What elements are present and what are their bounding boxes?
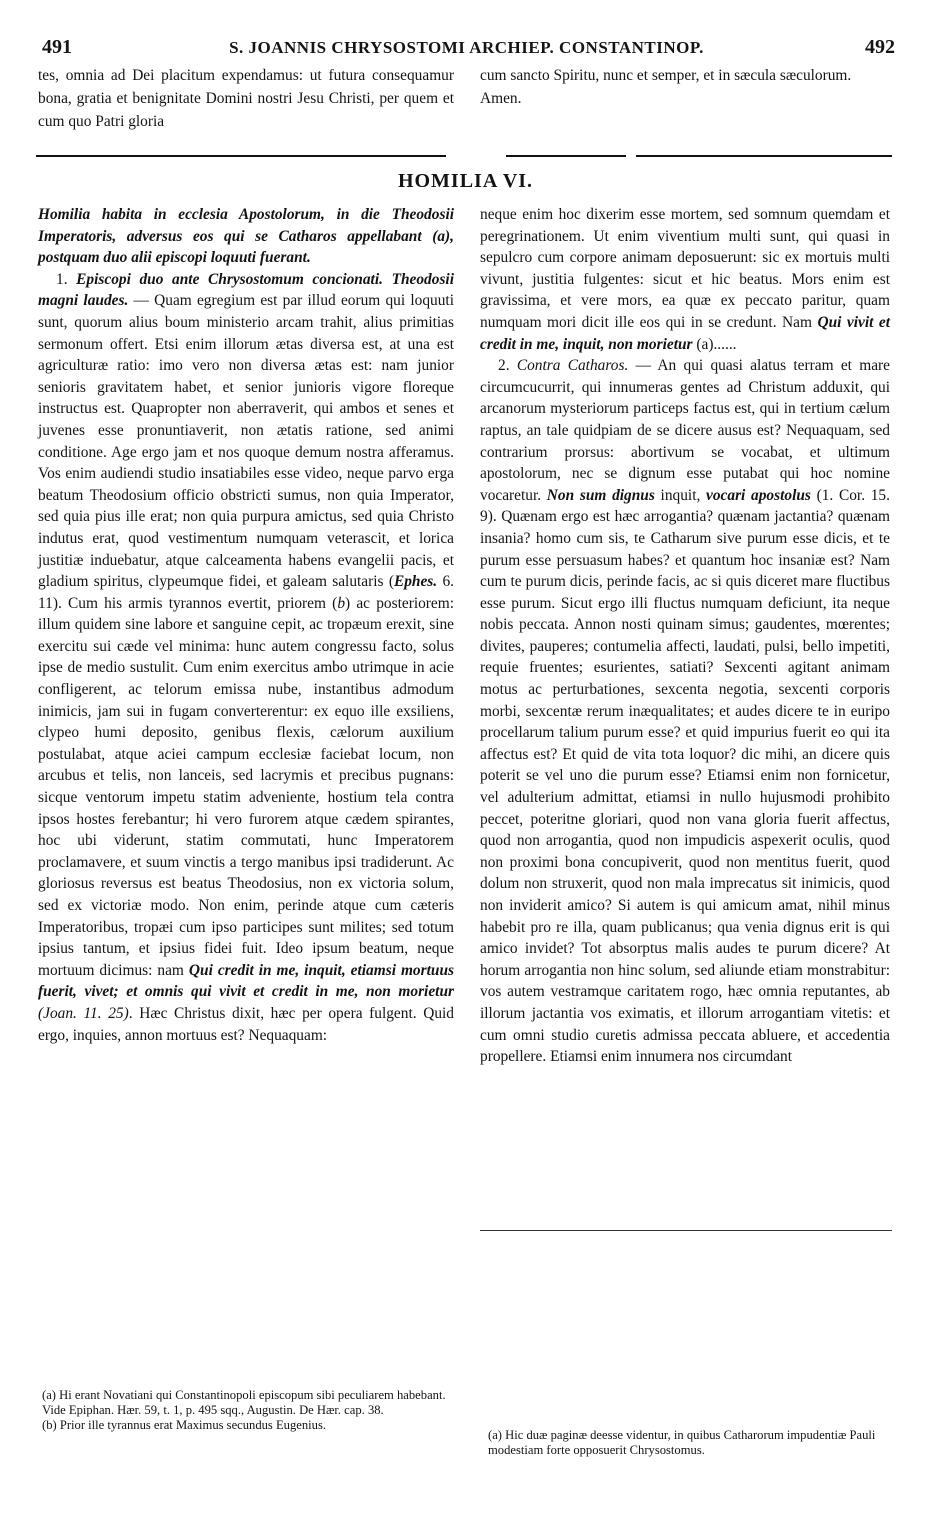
section-2-text-3: . Quænam ergo est hæc arrogantia? quænam jactantia? quænam insania? homo cum sis, te Catharum sive purum esse dicis, et te purum esse persuasum habes? et quantum hoc insaniæ est? Nam cum te purum dicis, perinde facis, ac si quis diceret mare fluctibus esse purum. Sicut ergo illi fluctus numquam deficiunt, ita neque nobis peccata. Annon nosti quinam simus; gaudentes, mœrentes; divites, pauperes; contumelia affecti, laudati, pulsi, bello impetiti, requie fruentes; esurientes, satiati? Sexcenti agitant animam motus ac perturbationes, sexcenta negotia, sexcenti corporis morbi, sexcentæ rerum inæqualitates; et audes dicere te in euripo procellarum talium purum esse? et quid impurius fuerit eo qui ita affectus est? Et quid de vita tota loquor? dic mihi, an dicere quis poterit se vel uno die purum esse? Etiamsi enim non fornicetur, vel adulterium admittat, etiamsi in nullo hujusmodi prohibito peccet, poteritne gloriari, quod non vana gloria fuerit affectus, quod non arrogantia, quod non impudicis aspexerit oculis, quod non proximi bona concupiverit, quod non mentitus fuerit, quod dolum non struxerit, quod non mala imprecatus sit inimicis, quod non inviderit amico? Si autem is qui amicum amat, nihil minus habebit pro re illa, quam publicanus; qua venia dignus erit is qui amico invidet? Tot absorptus malis audes te purum dicere? At horum arrogantia non hinc solum, sed aliunde etiam monstrabitur: vos autem vestramque caritatem rogo, hæc omnia reputantes, ab illorum jactantia vos eximatis, et illorum arrogantiam vitetis: et cum omni studio curetis admissa peccata abluere, et accedentia propellere. Etiamsi enim innumera nos circumdant [480, 508, 890, 1066]
section-1-paragraph [38, 269, 454, 1046]
footnote-a-right: (a) Hic duæ paginæ deesse videntur, in quibus Catharorum impudentiæ Pauli modestiam forte opposuerit Chrysostomus. [488, 1428, 876, 1457]
note-marker-b: b [337, 594, 346, 612]
footnotes-left [42, 1388, 452, 1433]
footnotes-right [488, 1428, 888, 1458]
section-1-text-2: ). Cum his armis tyrannos evertit, priorem ( [52, 594, 338, 612]
continuation-right-column [480, 64, 890, 110]
page-number-left: 491 [42, 36, 72, 58]
reference-ephes: Ephes. [393, 573, 438, 591]
continuation-right-text: cum sancto Spiritu, nunc et semper, et in sæcula sæculorum. Amen. [480, 67, 852, 107]
homily-title: HOMILIA VI. [397, 170, 534, 192]
homily-summary: Homilia habita in ecclesia Apostolorum, in die Theodosii Imperatoris, adversus eos qui se Catharos appellabant (a), postquam duo alii episcopi loquuti fuerant. [38, 206, 454, 267]
section-2-number: 2. [498, 357, 510, 375]
left-column [38, 204, 454, 1046]
footnote-b-left: (b) Prior ille tyrannus erat Maximus secundus Eugenius. [42, 1418, 327, 1432]
footnote-a-left: (a) Hi erant Novatiani qui Constantinopoli episcopum sibi peculiarem habebant. Vide Epiphan. Hær. 59, t. 1, p. 495 sqq., Augustin. De Hær. cap. 38. [42, 1388, 446, 1417]
section-1-heading: Episcopi duo ante Chrysostomum concionati. Theodosii magni laudes. [38, 270, 454, 310]
section-rule [36, 151, 892, 161]
right-paragraph-1 [480, 204, 890, 355]
rule-segment-right [636, 155, 892, 157]
quote-non-sum-dignus: Non sum dignus [546, 486, 655, 504]
footnote-divider [480, 1230, 892, 1231]
continuation-left-text: tes, omnia ad Dei placitum expendamus: ut futura consequamur bona, gratia et benignitate Domini nostri Jesu Christi, per quem et cum quo Patri gloria [38, 67, 454, 130]
right-text-1: neque enim hoc dixerim esse mortem, sed somnum quemdam et peregrinationem. Ut enim viventium multi sunt, qui quasi in sepulcro cum corpore animam deposuerunt: sic ex mortuis multi vivunt, justitia fulgentes: sicut et hic beatus. Mors enim est gravissima, et vere mors, ea quæ ex peccato paritur, quam numquam mori dicit ille eos qui in se credunt. Nam [480, 206, 890, 331]
scripture-quote-john: Qui credit in me, inquit, etiamsi mortuus fuerit, vivet; et omnis qui vivit et credit in me, non morietur [38, 961, 454, 1001]
rule-segment-left [36, 155, 446, 157]
rule-segment-center [506, 155, 626, 157]
section-1-text-4: . Hæc Christus dixit, hæc per opera fulgent. Quid ergo, inquies, annon mortuus est? Nequaquam: [38, 1004, 454, 1044]
reference-john: (Joan. 11. 25) [38, 1004, 129, 1022]
section-1-number: 1. [56, 270, 68, 288]
right-column [480, 204, 890, 1068]
section-1-text-3: ) ac posteriorem: illum quidem sine labore et sanguine cepit, ac tropæum erexit, sine exercitu sui cæde vel minima: hunc autem congressu facto, solus ipse de medio sustulit. Cum enim exercitus ambo utrimque in acie confligerent, ac telorum emissa nube, instantibus admodum inimicis, jam sui in fugam converterentur: ex equo ille exsiliens, clypeo humi deposito, genibus flexis, cælorum auxilium postulabat, atque aciei campum ecclesiæ faciebat locum, non arcubus et telis, non lanceis, sed lacrymis et precibus pugnans: sicque ventorum impetu statim adveniente, hostium tela contra ipsos hostes ferebantur; hi vero furorem atque cædem spirantes, hoc ubi viderunt, statim commutati, hunc Imperatorem proclamavere, et suum vinctis a tergo manibus ipsi tradiderunt. Ac gloriosus reversus est beatus Theodosius, non ex victoria solum, sed ex victoriæ modo. Non enim, perinde atque cum cæteris Imperatoribus, tropæi cum ipso participes sunt milites; sed totum ipsius tantum, et ipsius fidei fuit. Ideo ipsum beatum, neque mortuum dicimus: nam [38, 594, 454, 979]
running-header [34, 36, 899, 60]
right-text-1b: (a)...... [692, 335, 737, 353]
reference-cor: (1. Cor. 15. 9) [480, 486, 890, 526]
continuation-left-column [38, 64, 454, 133]
reference-ephes-number: 6. 11 [38, 573, 454, 612]
page-number-right: 492 [865, 36, 895, 58]
section-2-text: — An qui quasi alatus terram et mare circumcucurrit, qui innumeras gentes ad Christum adduxit, qui arcanorum mysteriorum particeps factus est, qui in tertium cælum raptus, an tale quidpiam de se dicere ausus est? Nequaquam, sed contrarium prorsus: abortivum se vocabat, et ultimum apostolorum, nec se dignum esse putabat qui hoc nomine vocaretur. [480, 357, 890, 504]
section-2-paragraph [480, 355, 890, 1068]
section-2-heading: Contra Catharos. [516, 357, 629, 375]
section-2-text-b: inquit, [654, 486, 707, 504]
section-1-text: — Quam egregium est par illud eorum qui loquuti sunt, quorum alius boum ministerio arcam trahit, alius primitias sermonum offert. Etsi enim illorum ætas diversa est, at una est agriculturæ ratio: imo vero non diversa ætas est: nam junior senioris gravitatem habet, et senior junioris vigore floreque instructus est. Quapropter non aberraverit, qui ambos et senes et juvenes esse pronuntiaverit, non ætatis ratione, sed animi conditione. Age ergo jam et nos quoque demum nostra afferamus. Vos enim audiendi studio insatiabiles esse video, neque parvo erga beatum Theodosium officio obstricti sumus, non quia Imperator, sed quia pius ille erat; non quia purpura amictus, sed quia Christo indutus erat, quod vestimentum numquam veterascit, et lorica justitiæ induebatur, atque calceamenta habens evangelii pacis, et gladium spiritus, clypeumque fidei, et galeam salutaris ( [38, 292, 454, 591]
quote-vocari-apostolus: vocari apostolus [706, 486, 811, 504]
running-title: S. JOANNIS CHRYSOSTOMI ARCHIEP. CONSTANTINOP. [229, 38, 704, 57]
scripture-quote-vivit: Qui vivit et credit in me, inquit, non morietur [480, 313, 890, 353]
